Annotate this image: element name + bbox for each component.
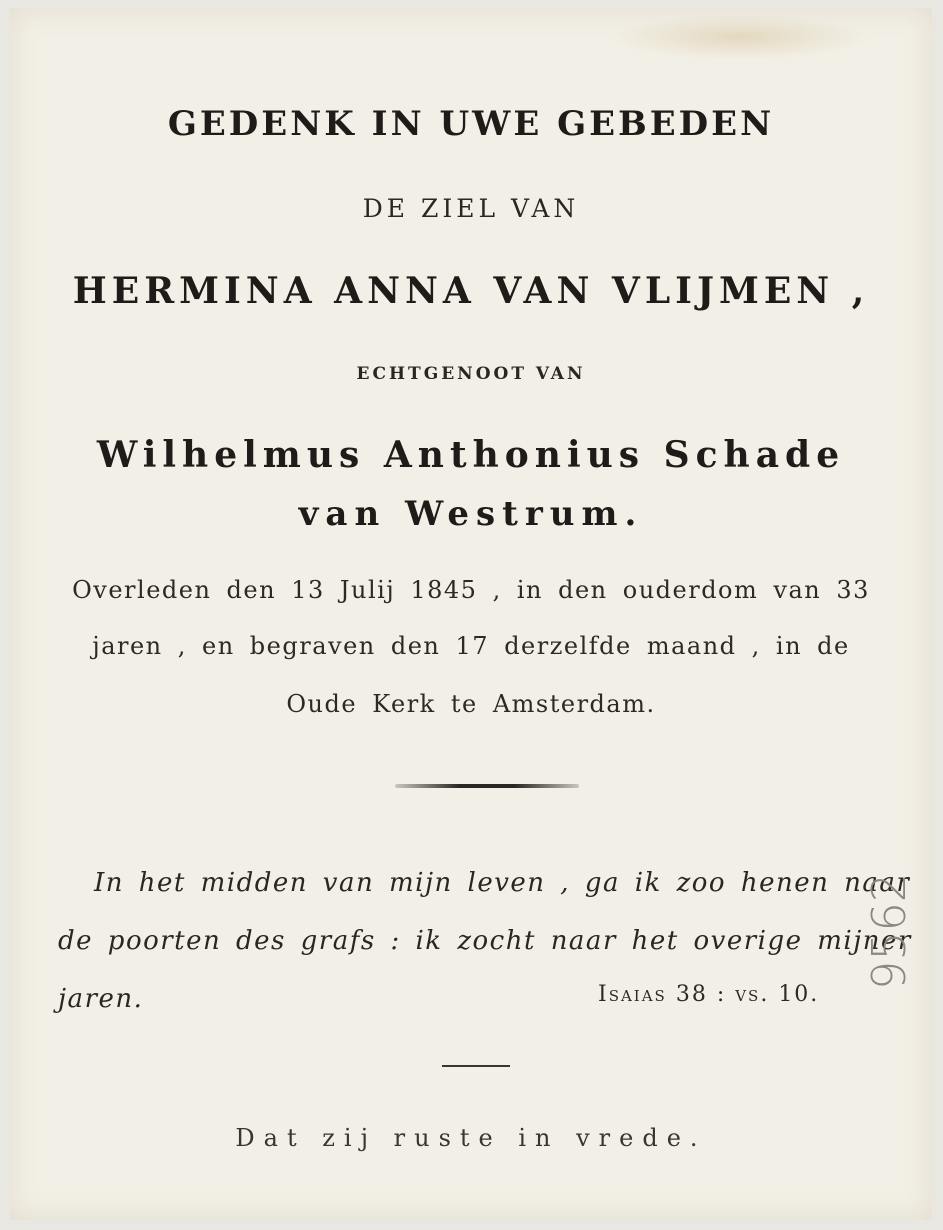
memorial-card [10,8,932,1220]
pencil-inventory-number: 9562 [862,872,916,990]
details-line-1: Overleden den 13 Julij 1845 , in den ouderdom van 33 [72,576,870,604]
verse-line-1: In het midden van mijn leven , ga ik zoo henen naar [94,868,911,898]
heading: GEDENK IN UWE GEBEDEN [167,104,775,144]
details-line-3: Oude Kerk te Amsterdam. [286,690,656,718]
spouse-name-line2: van Westrum. [298,494,644,534]
deceased-name: HERMINA ANNA VAN VLIJMEN , [72,270,870,312]
details-line-2: jaren , en begraven den 17 derzelfde maand , in de [92,632,850,660]
closing-line: Dat zij ruste in vrede. [235,1124,707,1152]
subheading: DE ZIEL VAN [362,194,580,223]
short-divider [442,1065,510,1067]
verse-reference: Isaias 38 : vs. 10. [598,982,820,1007]
verse-line-3: jaren. [58,984,144,1014]
verse-line-2: de poorten des grafs : ik zocht naar het overige mijner [58,926,912,956]
paper-stain [610,14,870,60]
relation-label: ECHTGENOOT VAN [356,364,586,384]
spouse-name-line1: Wilhelmus Anthonius Schade [96,434,846,476]
ornamental-divider [395,784,579,788]
